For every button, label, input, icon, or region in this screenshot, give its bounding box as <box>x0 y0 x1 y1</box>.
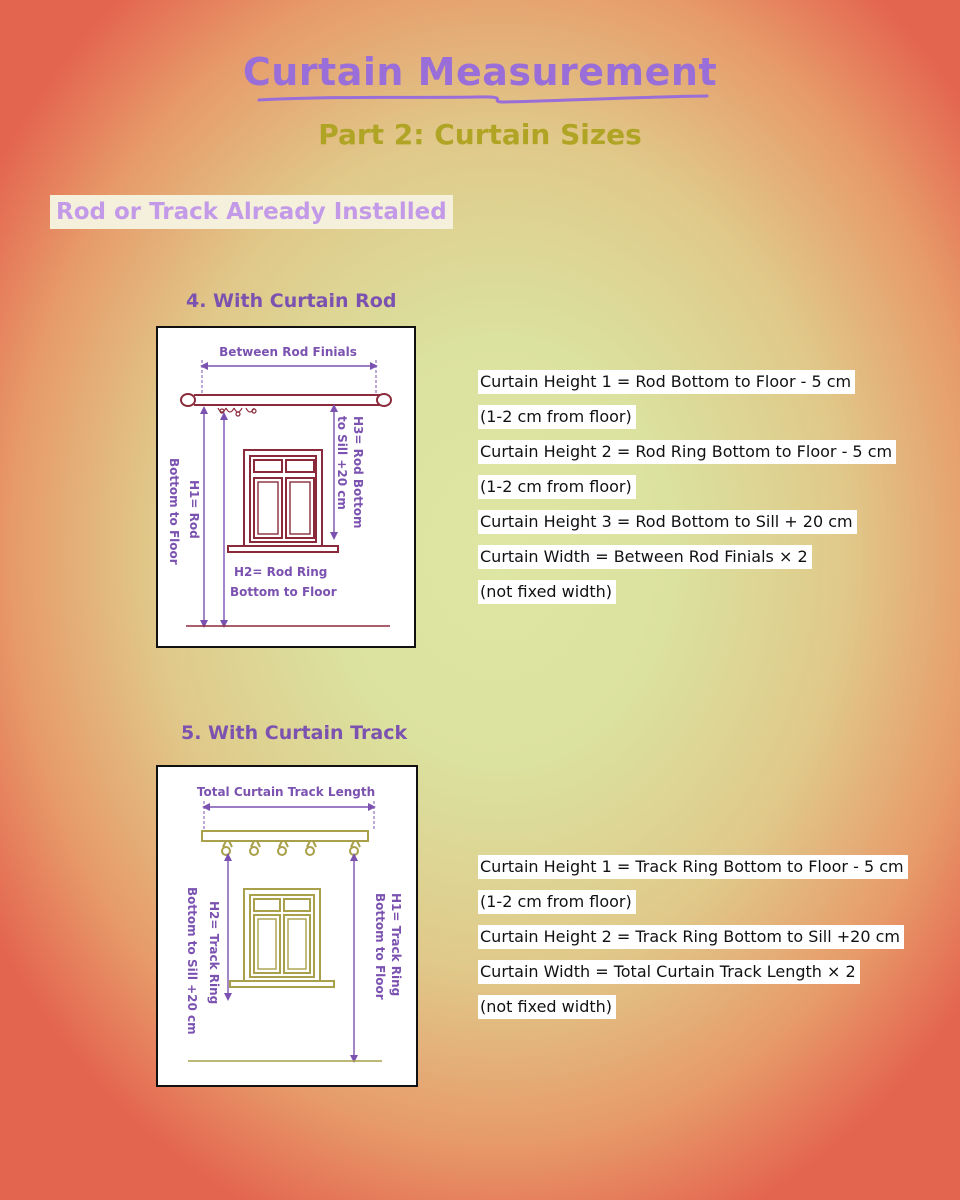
rod-spec-line: (not fixed width) <box>478 580 616 604</box>
title-underline <box>255 88 715 108</box>
curtain-track <box>202 831 368 855</box>
rod-spec-line: (1-2 cm from floor) <box>478 475 636 499</box>
rod-window <box>228 450 338 552</box>
rod-spec-line: Curtain Width = Between Rod Finials × 2 <box>478 545 812 569</box>
track-window <box>230 889 334 987</box>
section-tag: Rod or Track Already Installed <box>50 195 453 229</box>
rod-spec-list <box>478 370 938 615</box>
rod-spec-line: (1-2 cm from floor) <box>478 405 636 429</box>
track-spec-line: Curtain Height 2 = Track Ring Bottom to Sill +20 cm <box>478 925 904 949</box>
rod-spec-line: Curtain Height 1 = Rod Bottom to Floor - 5 cm <box>478 370 855 394</box>
page-subtitle: Part 2: Curtain Sizes <box>318 118 642 151</box>
track-diagram-svg <box>158 767 416 1085</box>
rod-top-label: Between Rod Finials <box>219 345 357 359</box>
track-top-label: Total Curtain Track Length <box>196 785 376 799</box>
track-h2-label: H2= Track Ring Bottom to Sill +20 cm <box>185 887 221 1035</box>
track-spec-list <box>478 855 938 1030</box>
page-title: Curtain Measurement <box>242 50 718 94</box>
rod-h3-label: H3= Rod Bottom to Sill +20 cm <box>335 416 365 529</box>
track-heading: 5. With Curtain Track <box>181 722 408 744</box>
rod-spec-line: Curtain Height 2 = Rod Ring Bottom to Floor - 5 cm <box>478 440 896 464</box>
curtain-rod <box>181 394 391 416</box>
rod-h2-label: H2= Rod Ring Bottom to Floor <box>230 565 337 599</box>
rod-diagram-svg <box>158 328 414 646</box>
track-spec-line: Curtain Width = Total Curtain Track Length × 2 <box>478 960 860 984</box>
track-h1-label: H1= Track Ring Bottom to Floor <box>373 893 403 1000</box>
rod-heading: 4. With Curtain Rod <box>186 290 397 312</box>
track-diagram <box>156 765 418 1087</box>
track-spec-line: (1-2 cm from floor) <box>478 890 636 914</box>
track-spec-line: Curtain Height 1 = Track Ring Bottom to Floor - 5 cm <box>478 855 908 879</box>
rod-h1-label: H1= Rod Bottom to Floor <box>167 458 201 565</box>
rod-spec-line: Curtain Height 3 = Rod Bottom to Sill + 20 cm <box>478 510 857 534</box>
track-spec-line: (not fixed width) <box>478 995 616 1019</box>
rod-diagram <box>156 326 416 648</box>
